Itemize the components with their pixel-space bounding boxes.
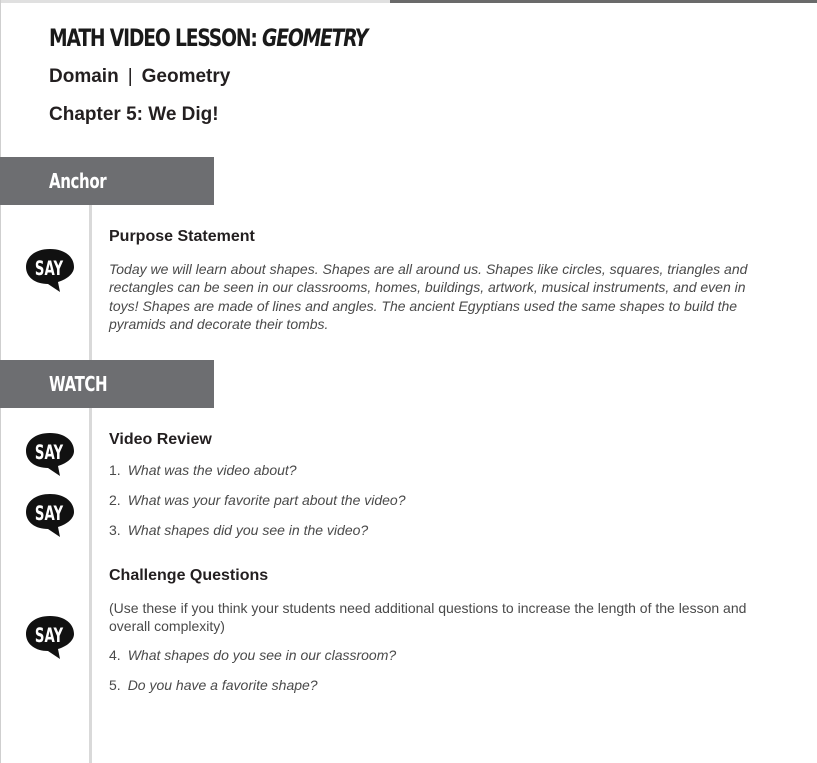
- say-icon-text: SAY: [34, 440, 64, 464]
- watch-section-band: [0, 360, 214, 408]
- lesson-title: [49, 24, 367, 52]
- review-question-text: What was your favorite part about the video?: [127, 492, 406, 508]
- watch-band-label: WATCH: [49, 372, 108, 396]
- challenge-question-text: What shapes do you see in our classroom?: [127, 647, 397, 663]
- say-icon-text: SAY: [34, 623, 64, 647]
- domain-label: Domain: [49, 66, 119, 87]
- say-icon-text: SAY: [34, 256, 64, 280]
- challenge-question: [109, 677, 318, 693]
- say-icon-text: SAY: [34, 501, 64, 525]
- domain-separator: |: [127, 66, 133, 87]
- review-question-number: 2.: [109, 492, 121, 508]
- challenge-question-number: 5.: [109, 677, 121, 693]
- review-question: [109, 492, 406, 508]
- challenge-question-number: 4.: [109, 647, 121, 663]
- lesson-title-subject: GEOMETRY: [262, 24, 368, 52]
- challenge-note: (Use these if you think your students need additional questions to increase the length of the lesson and overall complexity): [109, 600, 747, 635]
- watch-section-rule: [89, 408, 92, 763]
- purpose-statement-text: Today we will learn about shapes. Shapes are all around us. Shapes like circles, squares, triangles and rectangles can be seen in our classrooms, homes, buildings, artwork, musical instruments, and even in toys! Shapes are made of lines and angles. The ancient Egyptians used the same shapes to build the pyramids and decorate their tombs.: [109, 261, 748, 332]
- purpose-statement-heading: Purpose Statement: [109, 228, 255, 245]
- top-rule-light: [0, 0, 390, 3]
- domain-line: [49, 66, 230, 88]
- say-icon: [24, 491, 76, 539]
- review-question: [109, 522, 368, 538]
- anchor-section-band: [0, 157, 214, 205]
- top-rule-dark: [390, 0, 817, 3]
- review-question-text: What shapes did you see in the video?: [127, 522, 369, 538]
- challenge-questions-heading: Challenge Questions: [109, 567, 269, 584]
- challenge-question: [109, 647, 396, 663]
- anchor-band-label: Anchor: [49, 169, 107, 193]
- domain-value: Geometry: [141, 66, 231, 87]
- anchor-section-rule: [89, 205, 92, 360]
- lesson-title-prefix: MATH VIDEO LESSON:: [49, 24, 263, 52]
- review-question-number: 1.: [109, 462, 121, 478]
- say-icon: [24, 613, 76, 661]
- say-icon: [24, 430, 76, 478]
- say-icon: [24, 246, 76, 294]
- review-question: [109, 462, 297, 478]
- challenge-question-text: Do you have a favorite shape?: [127, 677, 318, 693]
- review-question-number: 3.: [109, 522, 121, 538]
- video-review-heading: Video Review: [109, 431, 212, 448]
- chapter-title: Chapter 5: We Dig!: [49, 104, 219, 125]
- top-rule: [0, 0, 817, 3]
- review-question-text: What was the video about?: [127, 462, 297, 478]
